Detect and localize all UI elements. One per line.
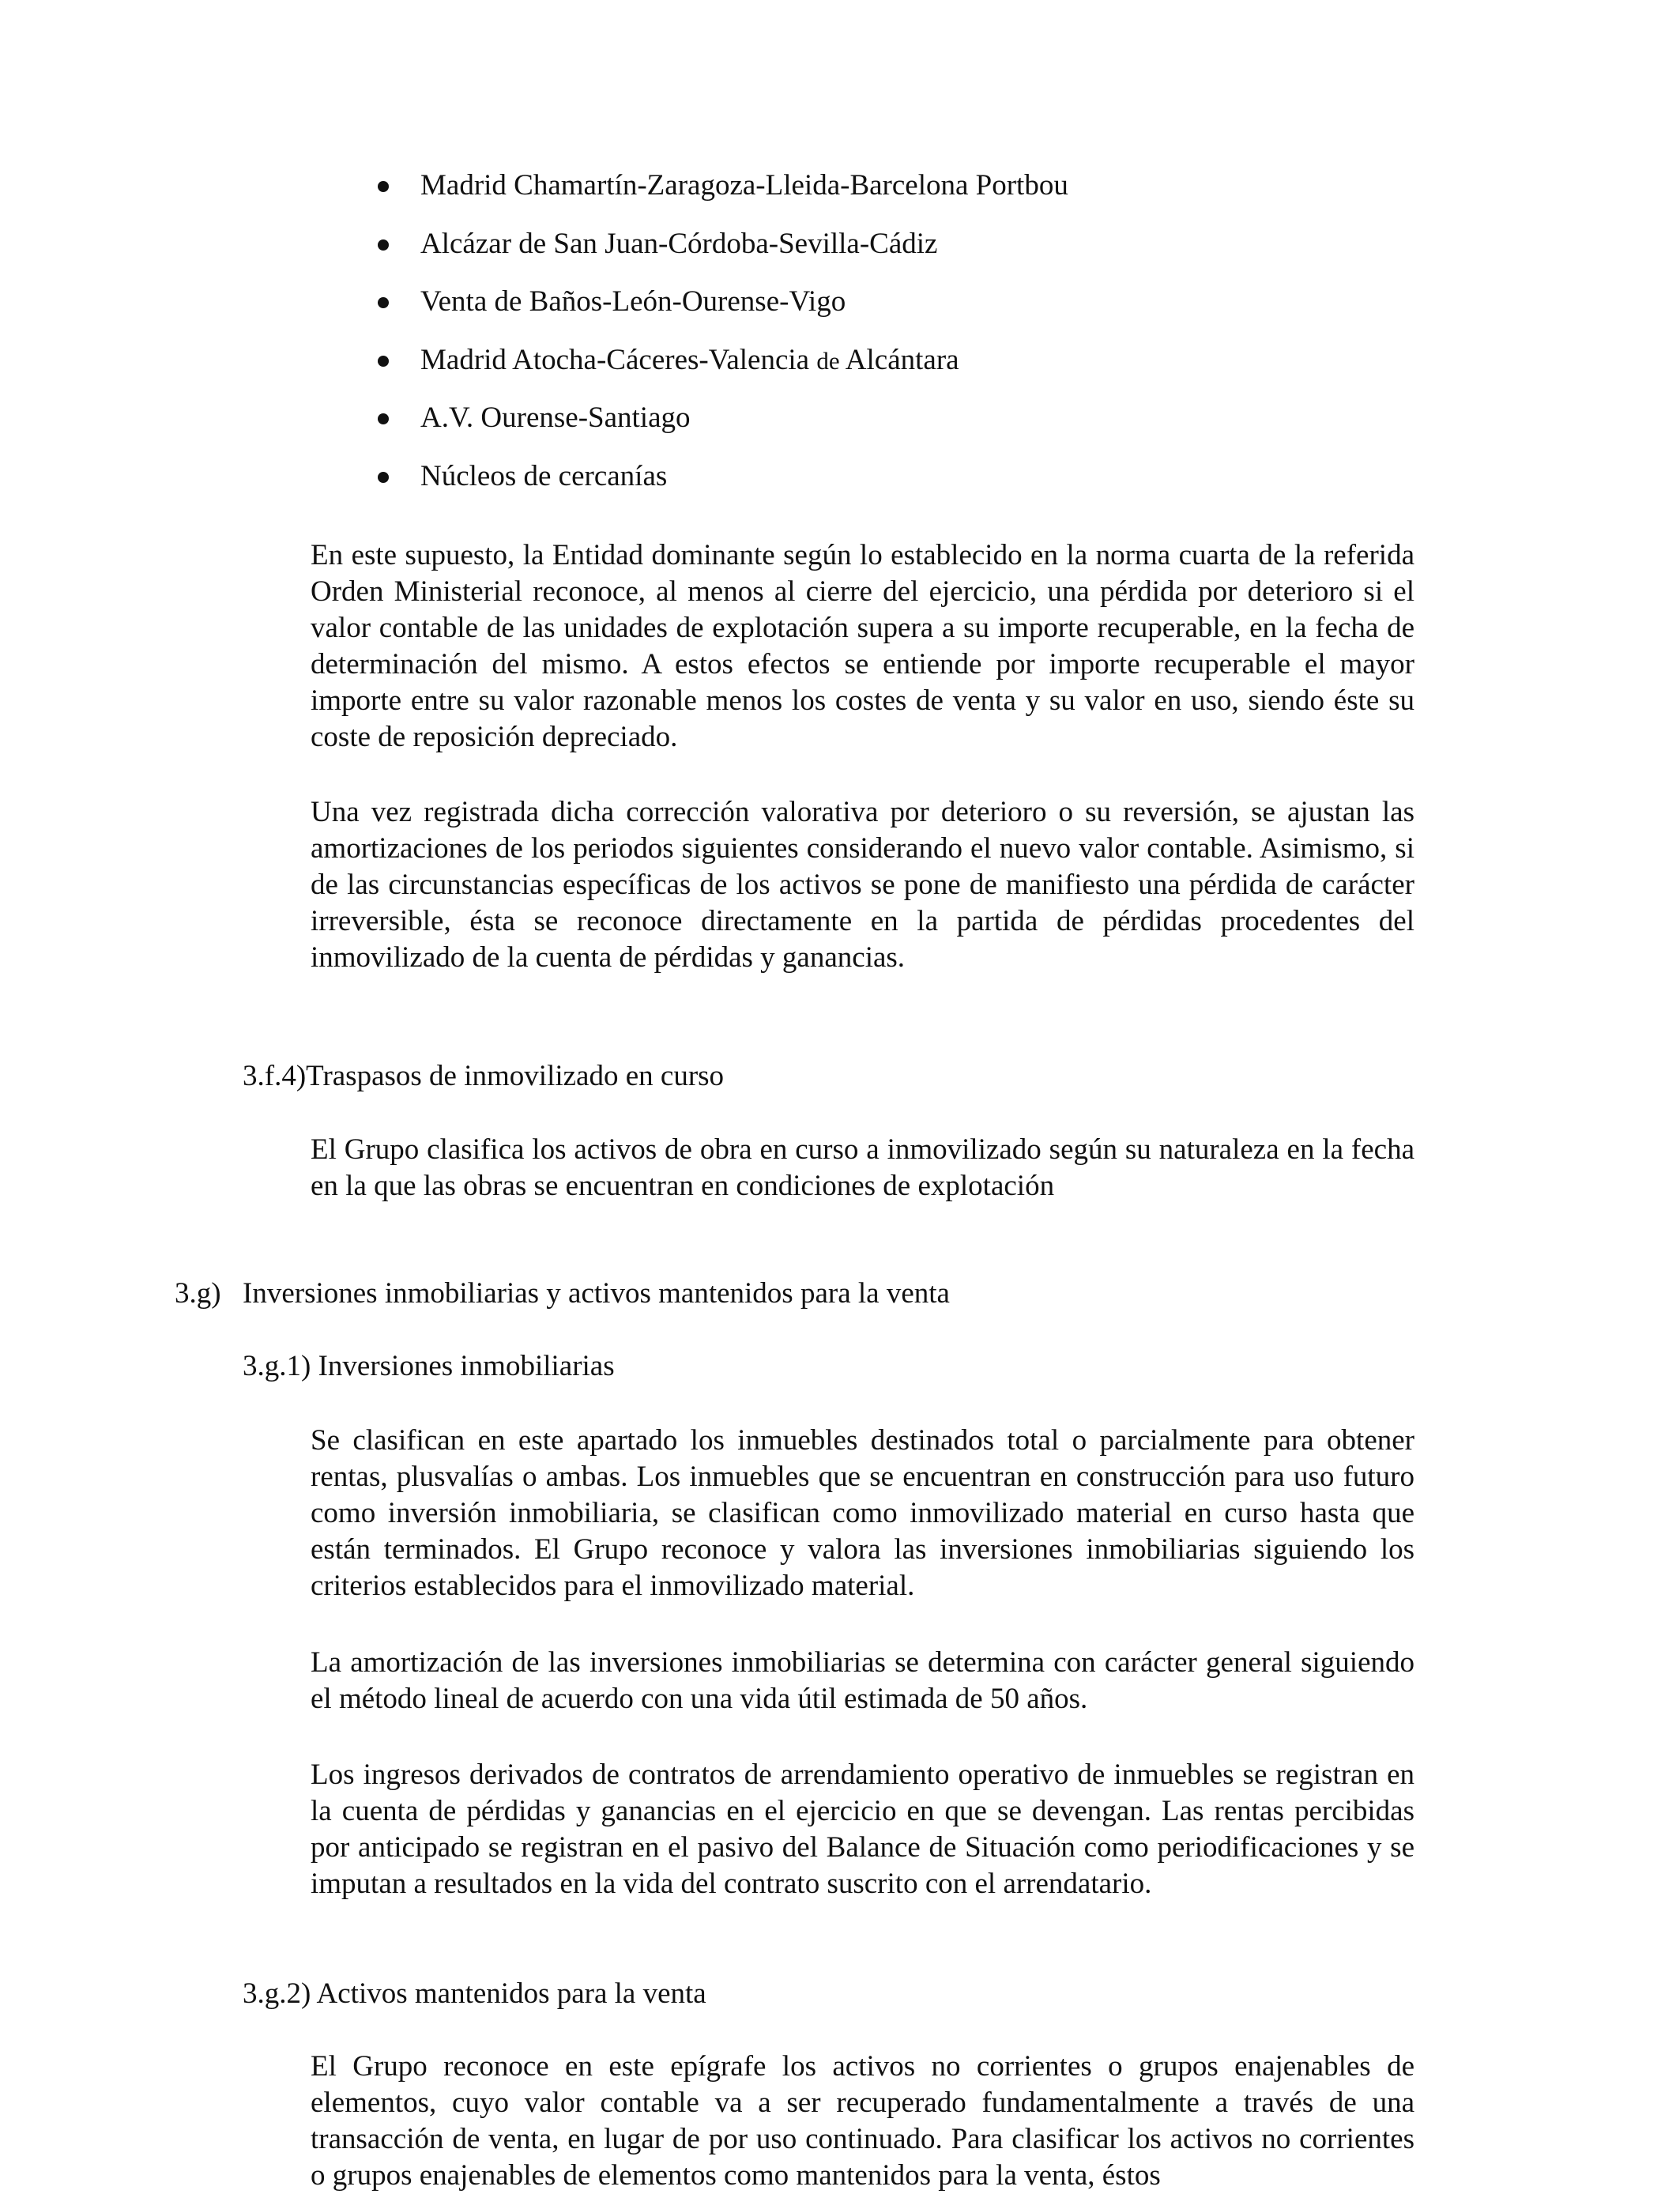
investment-property-paragraph: Se clasifican en este apartado los inmuebles destinados total o parcialmente para obtener rentas, plusvalías o ambas. Los inmuebles que se encuentran en construcción para uso futuro como inversión inmobiliaria, se clasifican como inmovilizado material en curso hasta que están terminados. El Grupo reconoce y valora las inversiones inmobiliarias siguiendo los criterios establecidos para el inmovilizado material. — [311, 1424, 1414, 1602]
list-item — [378, 400, 1524, 458]
bullet-icon — [378, 356, 389, 367]
reversal-paragraph: Una vez registrada dicha corrección valorativa por deterioro o su reversión, se ajustan las amortizaciones de los periodos siguientes considerando el nuevo valor contable. Asimismo, si de las circunstancias específicas de los activos se pone de manifiesto una pérdida de carácter irreversible, ésta se reconoce directamente en la partida de pérdidas procedentes del inmovilizado de la cuenta de pérdidas y ganancias. — [311, 796, 1414, 974]
bullet-icon — [378, 239, 389, 251]
list-item — [378, 226, 1524, 285]
section-heading-3g2: 3.g.2) Activos mantenidos para la venta — [243, 1977, 706, 2010]
bullet-icon — [378, 297, 389, 308]
bullet-icon — [378, 181, 389, 192]
section-heading-3g: Inversiones inmobiliarias y activos mantenidos para la venta — [243, 1277, 950, 1310]
assets-held-for-sale-paragraph: El Grupo reconoce en este epígrafe los activos no corrientes o grupos enajenables de elementos, cuyo valor contable va a ser recuperado fundamentalmente a través de una transacción de venta, en lugar de por uso continuado. Para clasificar los activos no corrientes o grupos enajenables de elementos como mantenidos para la venta, éstos — [311, 2050, 1414, 2192]
section-number-3g: 3.g) — [175, 1277, 221, 1310]
section-heading-3f4: 3.f.4)Traspasos de inmovilizado en curso — [243, 1060, 725, 1092]
list-item-text-small: de — [816, 346, 840, 375]
railway-lines-list — [378, 168, 1524, 516]
list-item — [378, 342, 1524, 401]
list-item — [378, 168, 1524, 226]
section-heading-3g1: 3.g.1) Inversiones inmobiliarias — [243, 1350, 615, 1382]
list-item-text: Alcázar de San Juan-Córdoba-Sevilla-Cádiz — [420, 227, 938, 260]
list-item-text: Madrid Chamartín-Zaragoza-Lleida-Barcelona Portbou — [420, 169, 1068, 202]
list-item-text: Núcleos de cercanías — [420, 459, 668, 492]
list-item-text-end: Alcántara — [839, 343, 959, 376]
list-item-text-start: Madrid Atocha-Cáceres-Valencia — [420, 343, 817, 376]
transfers-paragraph: El Grupo clasifica los activos de obra en curso a inmovilizado según su naturaleza en la fecha en la que las obras se encuentran en condiciones de explotación — [311, 1133, 1414, 1202]
bullet-icon — [378, 413, 389, 424]
list-item — [378, 284, 1524, 342]
list-item-text: Venta de Baños-León-Ourense-Vigo — [420, 285, 846, 318]
bullet-icon — [378, 472, 389, 483]
list-item — [378, 458, 1524, 517]
depreciation-paragraph: La amortización de las inversiones inmobiliarias se determina con carácter general siguiendo el método lineal de acuerdo con una vida útil estimada de 50 años. — [311, 1646, 1414, 1715]
list-item-text: A.V. Ourense-Santiago — [420, 401, 691, 434]
lease-income-paragraph: Los ingresos derivados de contratos de arrendamiento operativo de inmuebles se registran en la cuenta de pérdidas y ganancias en el ejercicio en que se devengan. Las rentas percibidas por anticipado se registran en el pasivo del Balance de Situación como periodificaciones y se imputan a resultados en la vida del contrato suscrito con el arrendatario. — [311, 1759, 1414, 1900]
impairment-paragraph: En este supuesto, la Entidad dominante según lo establecido en la norma cuarta de la referida Orden Ministerial reconoce, al menos al cierre del ejercicio, una pérdida por deterioro si el valor contable de las unidades de explotación supera a su importe recuperable, en la fecha de determinación del mismo. A estos efectos se entiende por importe recuperable el mayor importe entre su valor razonable menos los costes de venta y su valor en uso, siendo éste su coste de reposición depreciado. — [311, 539, 1414, 753]
